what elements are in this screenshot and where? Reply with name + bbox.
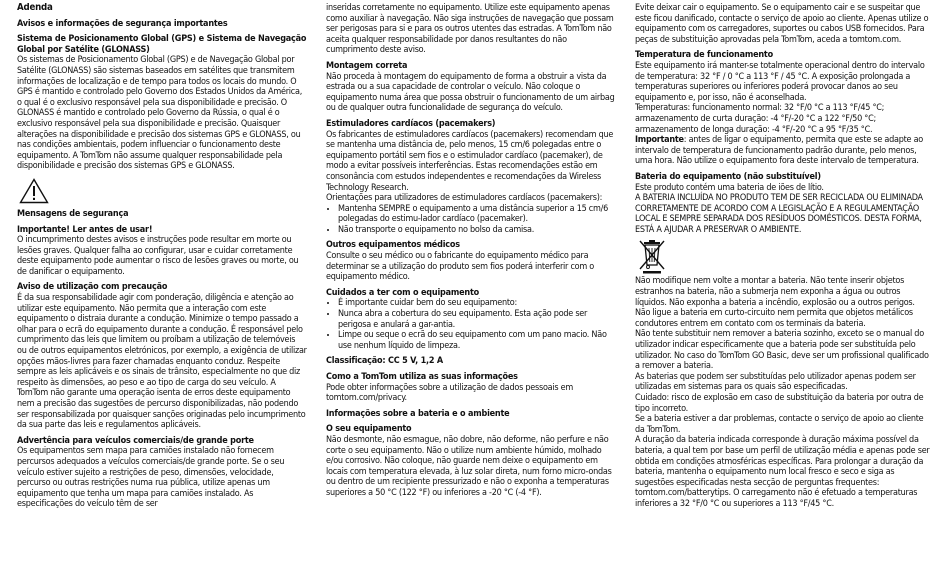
paragraph-pacemakers: Os fabricantes de estimuladores cardíacos (pacemakers) recomendam que se mantenha uma distância de, pelo menos, 15 cm/6 polegadas entre o equipamento portátil sem fios e o estimulador cardíaco (pacemaker), de modo a evitar possíveis interferências. Estas recomendações estão em consonância com estudos independentes e recomendações da Wireless Technology Research. (326, 129, 614, 193)
list-item: • Não transporte o equipamento no bolso da camisa. (338, 225, 617, 236)
heading-data-usage: Como a TomTom utiliza as suas informações (326, 372, 518, 382)
list-item: • Nunca abra a cobertura do seu equipamento. Esta ação pode ser perigosa e anulará a gar-antia. (338, 309, 617, 330)
paragraph-your-device: Não desmonte, não esmague, não dobre, não deforme, não perfure e não corte o seu equipamento. Não o utilize num ambiente húmido, molhado e/ou corrosivo. Não coloque, não guarde nem deixe o equipamento em locais com temperatura elevada, à luz solar direta, num forno micro-ondas ou dentro de um recipiente pressurizado e não o exponha a temperaturas superiores a 50 °C (122 °F) ou inferiores a -20 °C (-4 °F). (326, 434, 612, 498)
heading-other-medical: Outros equipamentos médicos (326, 240, 460, 251)
paragraph-data-usage: Pode obter informações sobre a utilização de dados pessoais em tomtom.com/privacy. (326, 382, 574, 404)
paragraph-important-temp (635, 135, 931, 167)
important-text: : antes de ligar o equipamento, permita que este se adapte ao intervalo de temperatura de funcionamento padrão durante, pelo menos, uma hora. Não utilize o equipamento fora deste intervalo de temperatura. (635, 135, 923, 167)
document-title: Adenda (17, 3, 53, 13)
heading-gps: Sistema de Posicionamento Global (GPS) e Sistema de Navegação Global por Satélite (GLONASS) (17, 34, 307, 55)
list-item: • Limpe ou seque o ecrã do seu equipamento com um pano macio. Não use nenhum líquido de limpeza. (338, 330, 617, 351)
care-list (326, 298, 617, 351)
paragraph-pacemaker-guidelines: Orientações para utilizadores de estimuladores cardíacos (pacemakers): (326, 193, 603, 204)
heading-careful-use: Aviso de utilização com precaução (17, 282, 168, 293)
column-middle (326, 3, 617, 565)
paragraph-temperature: Este equipamento irá manter-se totalmente operacional dentro do intervalo de temperatura: 32 °F / 0 °C a 113 °F / 45 °C. A exposição prolongada a temperaturas superiores ou inferiores poderá provocar danos ao seu equipamento e, por isso, não é aconselhada. (635, 60, 925, 103)
paragraph-battery-problems: Se a bateria estiver a dar problemas, contacte o serviço de apoio ao cliente da TomTom. (635, 414, 924, 435)
paragraph-battery-type: Este produto contém uma bateria de iões de lítio. (635, 182, 824, 193)
heading-important: Importante! Ler antes de usar! (17, 224, 153, 235)
paragraph-mounting: Não proceda à montagem do equipamento de forma a obstruir a vista da estrada ou a sua capacidade de controlar o veículo. Não coloque o equipamento numa área que possa obstruir o funcionamento de um airbag ou de qualquer outra funcionalidade de segurança do veículo. (326, 71, 615, 114)
important-label: Importante (635, 135, 684, 146)
list-item: • Mantenha SEMPRE o equipamento a uma distância superior a 15 cm/6 polegadas do estimu-lador cardíaco (pacemaker). (338, 204, 617, 225)
crossed-bin-icon (637, 238, 667, 274)
heading-pacemakers: Estimuladores cardíacos (pacemakers) (326, 118, 496, 129)
pacemaker-list (326, 204, 617, 236)
temperature-long-storage: armazenamento de longa duração: -4 °F/-20 °C a 95 °F/35 °C. (635, 124, 873, 135)
heading-safety-messages: Mensagens de segurança (17, 208, 129, 219)
paragraph-important: O incumprimento destes avisos e instruções pode resultar em morte ou lesões graves. Qualquer falha ao configurar, usar e cuidar corretamente deste equipamento pode aumentar o risco de lesões graves ou morte, ou de danificar o equipamento. (17, 235, 299, 277)
paragraph-careful-use: É da sua responsabilidade agir com ponderação, diligência e atenção ao utilizar este equipamento. Não permita que a interação com este equipamento o distraia durante a condução. Minimize o tempo passado a olhar para o ecrã do equipamento durante a condução. É responsável pelo cumprimento das leis que limitem ou proíbam a utilização de telemóveis ou de outros equipamentos eletrónicos, por exemplo, a exigência de utilizar opções mãos-livres para fazer chamadas enquanto conduz. Respeite sempre as leis aplicáveis e os sinais de trânsito, especialmente no que diz respeito às dimensões, ao peso e ao tipo de carga do seu veículo. A TomTom não garante uma operação isenta de erros deste equipamento nem a precisão das sugestões de percurso disponibilizadas, não podendo ser responsabilizada por quaisquer sanções originadas pelo incumprimento da sua parte das leis e regulamentos aplicáveis. (17, 293, 307, 431)
paragraph-other-medical: Consulte o seu médico ou o fabricante do equipamento médico para determinar se a utilização do produto sem fios poderá interferir com o equipamento médico. (326, 251, 595, 283)
heading-battery-environment: Informações sobre a bateria e o ambiente (326, 408, 510, 419)
paragraph-continued: Evite deixar cair o equipamento. Se o equipamento cair e se suspeitar que este ficou danificado, contacte o serviço de apoio ao cliente. Apenas utilize o equipamento com os carregadores, suportes ou cabos USB fornecidos. Para peças de substituição aprovadas pela TomTom, aceda a tomtom.com. (635, 3, 929, 45)
paragraph-battery-life: A duração da bateria indicada corresponde à duração máxima possível da bateria, a qual tem por base um perfil de utilização média e apenas pode ser obtida em condições atmosféricas específicas. Para prolongar a duração da bateria, mantenha o equipamento num local fresco e seco e siga as sugestões especificadas nesta secção de perguntas frequentes: tomtom.com/batterytips. O carregamento não é efetuado a temperaturas inferiores a 32 °F/0 °C ou superiores a 113 °F/45 °C. (635, 435, 930, 509)
heading-rating: Classificação: CC 5 V, 1,2 A (326, 356, 444, 367)
list-item: • É importante cuidar bem do seu equipamento: (338, 298, 617, 309)
temperature-short-storage: armazenamento de curta duração: -4 °F/-20 °C a 122 °F/50 °C; (635, 113, 876, 124)
column-right (635, 3, 931, 565)
heading-operating-temperature: Temperatura de funcionamento (635, 50, 773, 61)
paragraph-continued: inseridas corretamente no equipamento. Utilize este equipamento apenas como auxiliar à navegação. Não siga instruções de navegação que possam ser perigosas para si e para os outros utentes das estradas. A TomTom não aceita qualquer responsabilidade por danos resultantes do não cumprimento deste aviso. (326, 3, 614, 56)
warning-triangle-icon (19, 178, 49, 204)
heading-your-device: O seu equipamento (326, 424, 412, 435)
heading-battery: Bateria do equipamento (não substituível) (635, 171, 821, 182)
paragraph-battery-short-circuit: Não ligue a bateria em curto-circuito nem permita que objetos metálicos condutores entrem em contato com os terminais da bateria. (635, 308, 913, 329)
column-left (17, 3, 307, 565)
paragraph-commercial-vehicles: Os equipamentos sem mapa para camiões instalado não fornecem percursos adequados a veículos comerciais/de grande porte. Se o seu veículo estiver sujeito a restrições de peso, dimensões, velocidade, percurso ou outras restrições numa rua pública, utilize apenas um equipamento que tenha um mapa para camiões instalado. As especificações do veículo têm de ser (17, 446, 285, 510)
paragraph-battery-recycle: A BATERIA INCLUÍDA NO PRODUTO TEM DE SER RECICLADA OU ELIMINADA CORRETAMENTE DE ACORDO COM A LEGISLAÇÃO E A REGULAMENTAÇÃO LOCAL E SEMPRE SEPARADA DOS RESÍDUOS DOMÉSTICOS. DESTA FORMA, ESTÁ A AJUDAR A PRESERVAR O AMBIENTE. (635, 193, 923, 235)
paragraph-battery-modify: Não modifique nem volte a montar a bateria. Não tente inserir objetos estranhos na bateria, não a submerja nem exponha a água ou outros líquidos. Não exponha a bateria a incêndio, explosão ou a outros perigos. (635, 276, 915, 308)
temperature-normal: Temperaturas: funcionamento normal: 32 °F/0 °C a 113 °F/45 °C; (635, 103, 885, 114)
paragraph-gps: Os sistemas de Posicionamento Global (GPS) e de Navegação Global por Satélite (GLONASS) são sistemas baseados em satélites que transmitem informações de localização e de tempo para todos os locais do mundo. O GPS é mantido e controlado pelo Governo dos Estados Unidos da América, o qual é o exclusivo responsável pela sua disponibilidade e precisão. O GLONASS é mantido e controlado pelo Governo da Rússia, o qual é o exclusivo responsável pela sua disponibilidade e precisão. Quaisquer alterações na disponibilidade e precisão dos sistemas GPS e GLONASS, ou nas condições ambientais, podem influenciar o funcionamento deste equipamento. A TomTom não assume qualquer responsabilidade pela disponibilidade e precisão dos sistemas GPS e GLONASS. (17, 55, 303, 172)
paragraph-battery-replace: Não tente substituir nem remover a bateria sozinho, exceto se o manual do utilizador indicar especificamente que a bateria pode ser substituída pelo utilizador. No caso do TomTom GO Basic, deve ser um profissional qualificado a remover a bateria. (635, 329, 929, 372)
paragraph-battery-caution: Cuidado: risco de explosão em caso de substituição da bateria por outra de tipo incorreto. (635, 393, 924, 414)
heading-mounting: Montagem correta (326, 60, 408, 71)
heading-commercial-vehicles: Advertência para veículos comerciais/de grande porte (17, 435, 254, 446)
section-heading-safety: Avisos e informações de segurança importantes (17, 18, 228, 29)
paragraph-battery-user-replaceable: As baterias que podem ser substituídas pelo utilizador apenas podem ser utilizadas em sistemas para os quais são especificadas. (635, 371, 916, 393)
heading-device-care: Cuidados a ter com o equipamento (326, 287, 480, 298)
